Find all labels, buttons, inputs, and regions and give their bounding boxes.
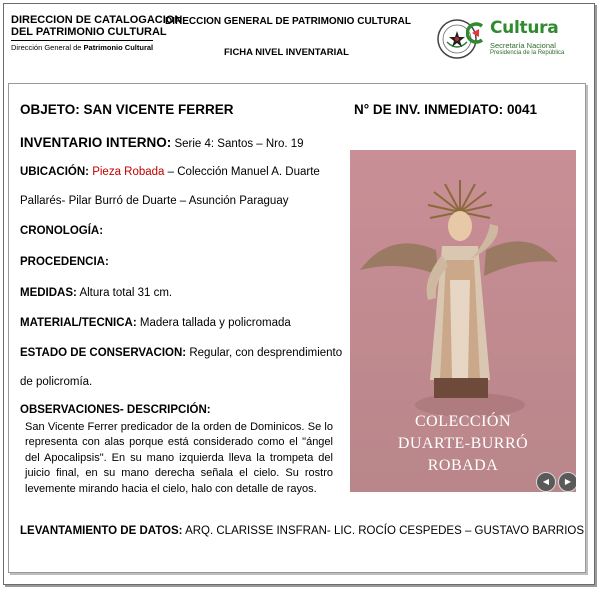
org-name-line2: DEL PATRIMONIO CULTURAL [11,26,167,38]
cultura-logo-icon [466,22,488,44]
cultura-brand: Cultura [490,18,559,38]
procedencia-row: PROCEDENCIA: [20,256,109,268]
overlay-line2: DUARTE-BURRÓ [397,435,529,452]
artwork-photo [350,150,576,492]
document-title: DIRECCION GENERAL DE PATRIMONIO CULTURAL [165,16,411,27]
org-divider [11,40,153,41]
levantamiento-row: LEVANTAMIENTO DE DATOS: ARQ. CLARISSE INSFRAN- LIC. ROCÍO CESPEDES – GUSTAVO BARRIOS [20,525,585,537]
cultura-brand-sub2: Presidencia de la República [490,50,565,56]
previous-icon[interactable]: ◀ [536,472,556,492]
objeto-row: OBJETO: SAN VICENTE FERRER [20,102,234,117]
estado-row-cont: de policromía. [20,376,93,388]
estado-row: ESTADO DE CONSERVACION: Regular, con desprendimiento [20,347,343,359]
overlay-line3: ROBADA [427,457,499,474]
cultura-brand-sub1: Secretaría Nacional [490,41,556,50]
org-subtitle: Dirección General de Patrimonio Cultural [11,43,154,52]
next-icon[interactable]: ▶ [558,472,576,492]
cronologia-row: CRONOLOGÍA: [20,225,104,237]
ubicacion-row-cont: Pallarés- Pilar Burró de Duarte – Asunción Paraguay [20,195,289,207]
observaciones-text: San Vicente Ferrer predicador de la orden de Dominicos. Se lo representa con alas porque está considerado como el "ángel del Apocalipsis". En su mano izquierda lleva la trompeta del juicio final, en su mano derecha señala el cielo. Su rostro levemente mirando hacia el cielo, halo con detalle de rayos. [25,421,333,495]
overlay-line1: COLECCIÓN [414,413,512,430]
org-name-line1: DIRECCION DE CATALOGACION [11,14,183,26]
document-subtitle: FICHA NIVEL INVENTARIAL [224,47,349,58]
inventario-interno-row: INVENTARIO INTERNO: Serie 4: Santos – Nro. 19 [20,135,304,150]
material-row: MATERIAL/TECNICA: Madera tallada y policromada [20,317,291,329]
ubicacion-row: UBICACIÓN: Pieza Robada – Colección Manuel A. Duarte [20,166,320,178]
stolen-status: Pieza Robada [92,166,165,178]
inventory-number-row: N° DE INV. INMEDIATO: 0041 [354,102,537,117]
medidas-row: MEDIDAS: Altura total 31 cm. [20,287,173,299]
observaciones-label: OBSERVACIONES- DESCRIPCIÓN: [20,404,211,416]
